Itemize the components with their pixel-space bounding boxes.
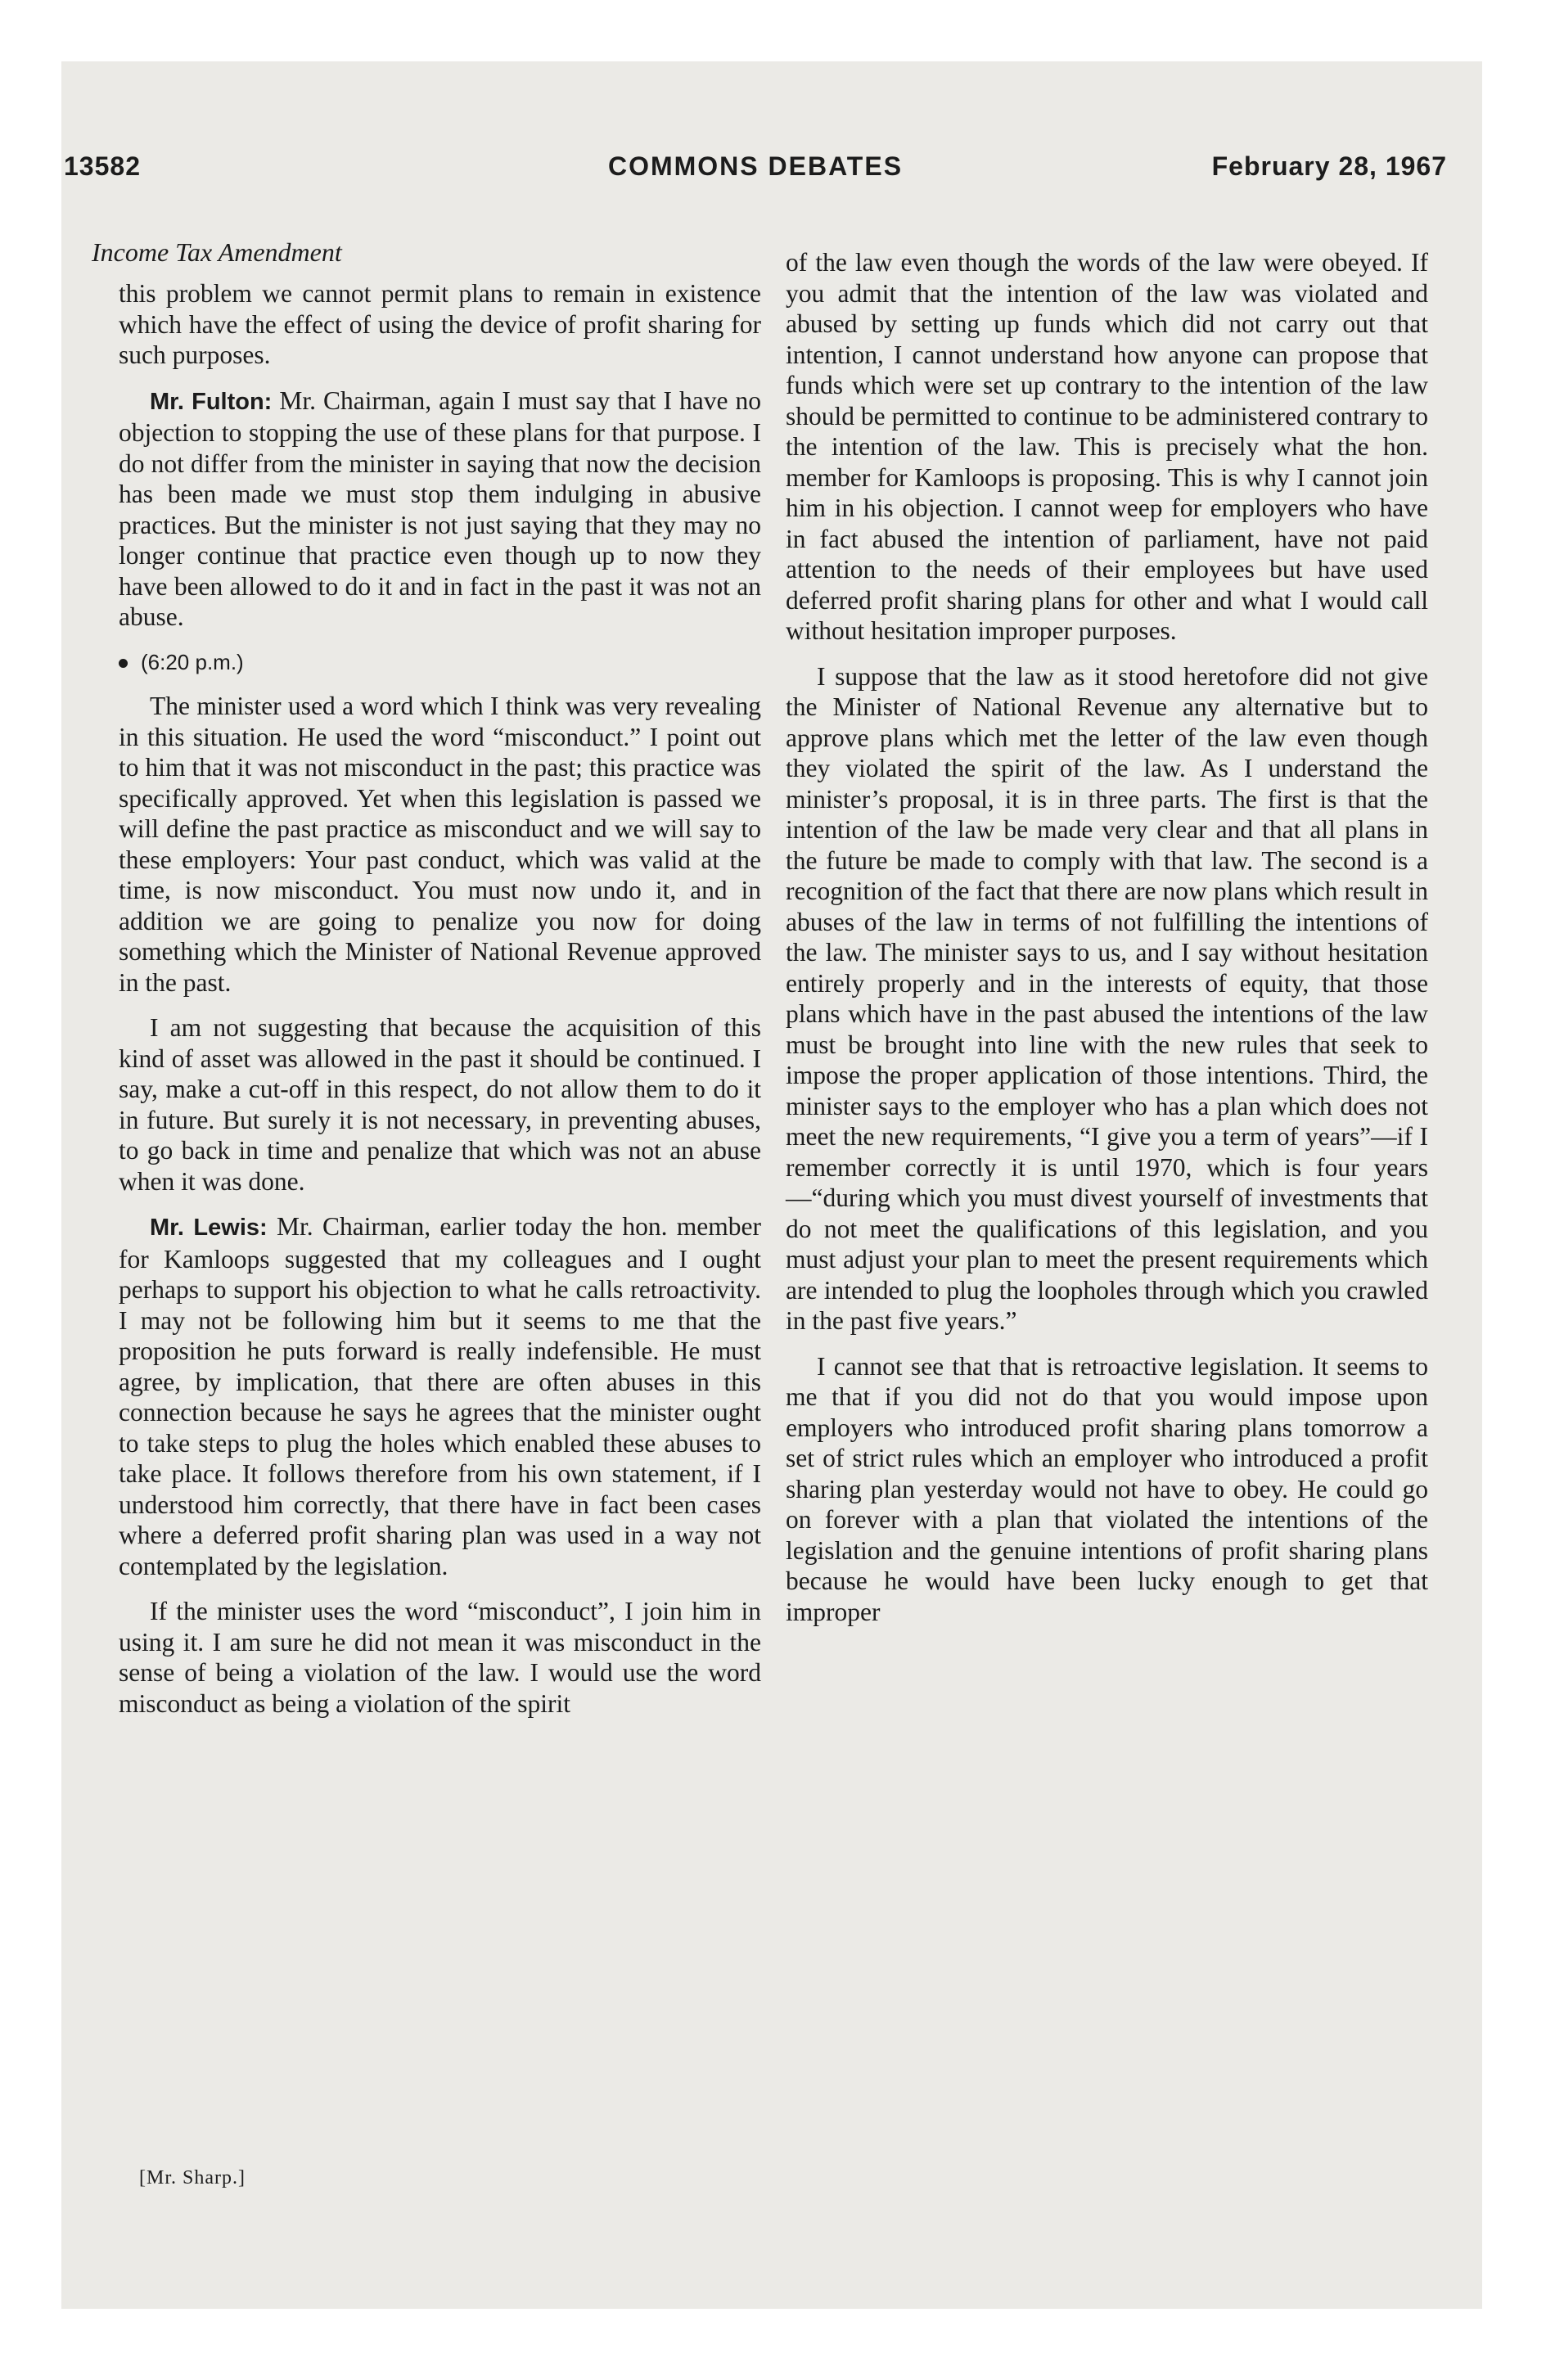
- paragraph: If the minister uses the word “misconduct”, I join him in using it. I am sure he did not mean it was misconduct in the sense of being a violation of the law. I would use the word misconduct as being a violation of the spirit: [119, 1597, 761, 1718]
- speech-text: Mr. Chairman, again I must say that I have no objection to stopping the use of these plans for that purpose. I do not differ from the minister in saying that now the decision has been made we must stop them indulging in abusive practices. But the minister is not just saying that they may no longer continue that practice even though up to now they have been allowed to do it and in fact in the past it was not an abuse.: [119, 385, 761, 631]
- paragraph: I suppose that the law as it stood heretofore did not give the Minister of National Revenue any alternative but to approve plans which met the letter of the law even though they violated the spirit of the law. As I understand the minister’s proposal, it is in three parts. The first is that the intention of the law be made very clear and that all plans in the future be made to comply with that law. The second is a recognition of the fact that there are now plans which result in abuses of the law in terms of not fulfilling the intentions of the law. The minister says to us, and I say without hesitation entirely properly and in the interests of equity, that those plans which have in the past abused the intentions of the law must be brought into line with the new rules that seek to impose the proper application of those intentions. Third, the minister says to the employer who has a plan which does not meet the new requirements, “I give you a term of years”—if I remember correctly it is until 1970, which is four years —“during which you must divest yourself of investments that do not meet the qualifications of this legislation, and you must adjust your plan to meet the present requirements which are intended to plug the loopholes through which you crawled in the past five years.”: [786, 661, 1428, 1335]
- speaker-name: Mr. Fulton:: [150, 388, 273, 415]
- left-column: [119, 278, 761, 1733]
- paragraph: I am not suggesting that because the acquisition of this kind of asset was allowed in the past it should be continued. I say, make a cut-off in this respect, do not allow them to do it in future. But surely it is not necessary, in preventing abuses, to go back in time and penalize that which was not an abuse when it was done.: [119, 1013, 761, 1196]
- paragraph: The minister used a word which I think was very revealing in this situation. He used the word “misconduct.” I point out to him that it was not misconduct in the past; this practice was specifically approved. Yet when this legislation is passed we will define the past practice as misconduct and we will say to these employers: Your past conduct, which was valid at the time, is now misconduct. You must now undo it, and in addition we are going to penalize you now for doing something which the Minister of National Revenue approved in the past.: [119, 692, 761, 997]
- paragraph: this problem we cannot permit plans to remain in existence which have the effect of using the device of profit sharing for such purposes.: [119, 279, 761, 369]
- page-header: [64, 151, 1447, 194]
- publication-date: February 28, 1967: [1211, 151, 1447, 181]
- paragraph: [119, 385, 761, 633]
- timestamp-text: (6:20 p.m.): [141, 649, 244, 674]
- paragraph: I cannot see that that is retroactive legislation. It seems to me that if you did not do that you would impose upon employers who introduced profit sharing plans tomorrow a set of strict rules which an employer who introduced a profit sharing plan yesterday would not have to obey. He could go on forever with a plan that violated the intentions of the legislation and the genuine intentions of profit sharing plans because he would have been lucky enough to get that improper: [786, 1351, 1428, 1626]
- page-footer: [Mr. Sharp.]: [139, 2167, 246, 2188]
- section-title: Income Tax Amendment: [92, 237, 342, 267]
- right-column: [786, 247, 1428, 1642]
- paragraph: of the law even though the words of the law were obeyed. If you admit that the intention of the law was violated and abused by setting up funds which did not carry out that intention, I cannot understand how anyone can propose that funds which were set up contrary to the intention of the law should be permitted to continue to be administered contrary to the intention of the law. This is precisely what the hon. member for Kamloops is proposing. This is why I cannot join him in his objection. I cannot weep for employers who have in fact abused the intention of parliament, have not paid attention to the needs of their employees but have used deferred profit sharing plans for other and what I would call without hesitation improper purposes.: [786, 248, 1428, 645]
- bullet-icon: [119, 659, 128, 668]
- publication-title: COMMONS DEBATES: [607, 151, 904, 181]
- paragraph: [119, 1211, 761, 1581]
- page-number: 13582: [64, 151, 141, 181]
- timestamp: [119, 647, 761, 678]
- speaker-name: Mr. Lewis:: [150, 1215, 268, 1241]
- speech-text: Mr. Chairman, earlier today the hon. member for Kamloops suggested that my colleagues and I ought perhaps to support his objection to what he calls retroactivity. I may not be following him but it seems to me that the proposition he puts forward is really indefensible. He must agree, by implication, that there are often abuses in this connection because he says he agrees that the minister ought to take steps to plug the holes which enabled these abuses to take place. It follows therefore from his own statement, if I understood him correctly, that there have in fact been cases where a deferred profit sharing plan was used in a way not contemplated by the legislation.: [119, 1212, 762, 1580]
